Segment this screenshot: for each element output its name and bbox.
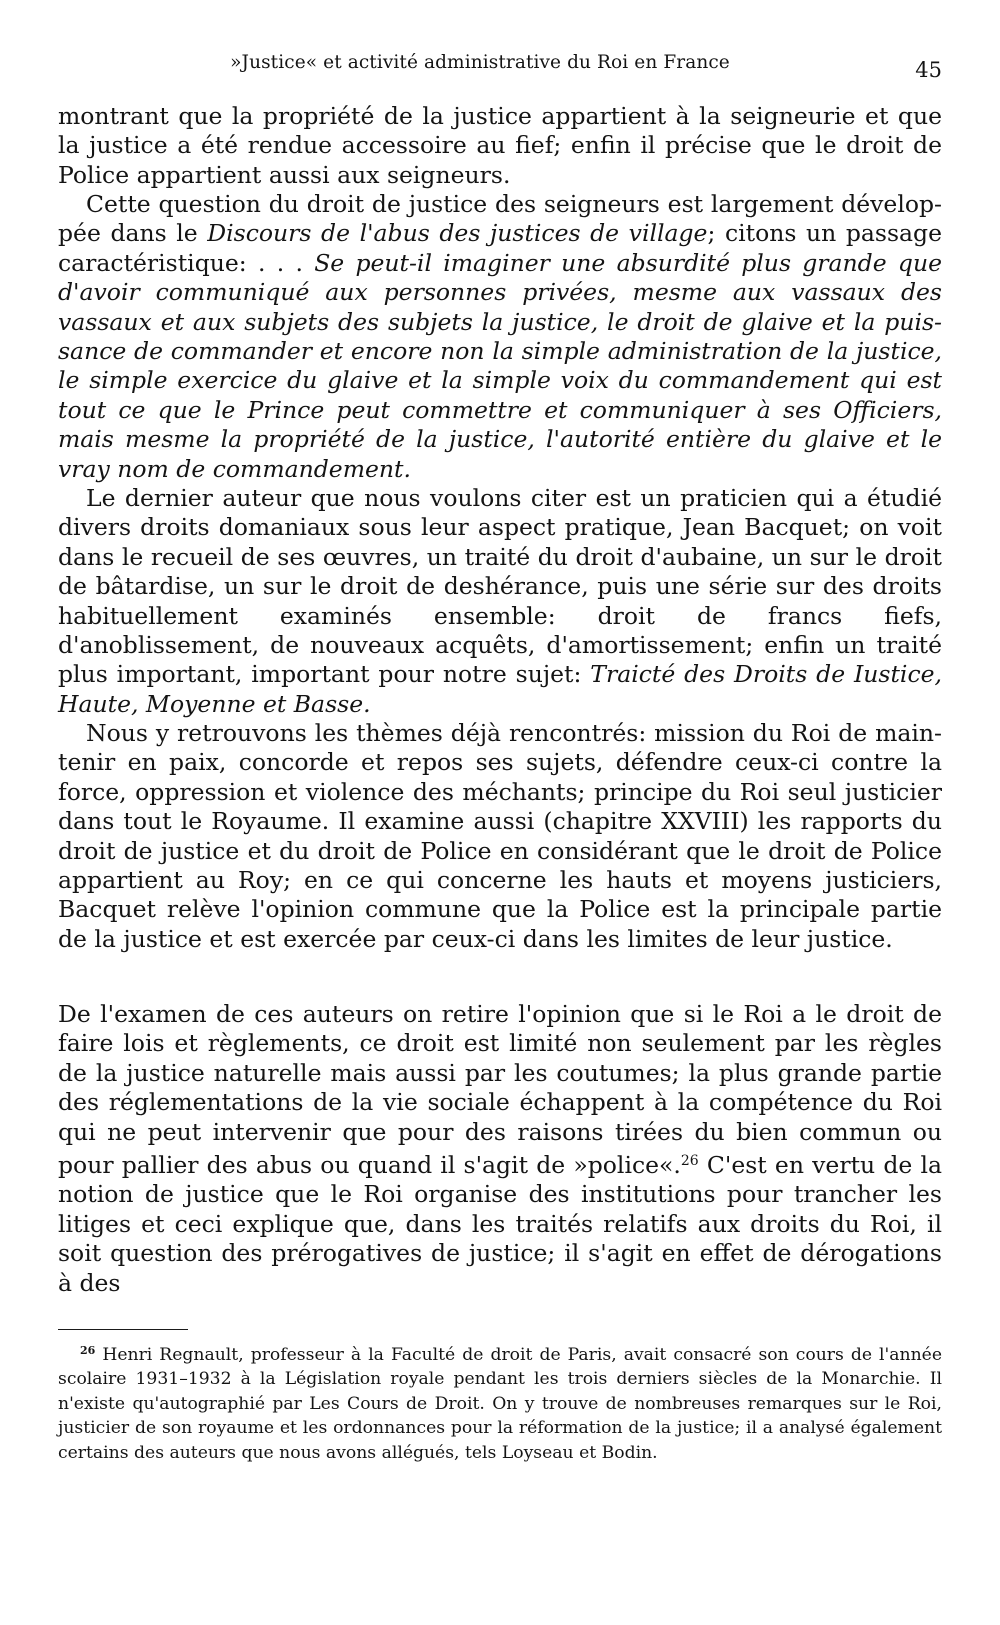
italic-run: Discours de l'abus des justices de village [207, 219, 708, 248]
body-paragraph [58, 484, 942, 719]
text-run: montrant que la propriété de la justice appartient à la seigneurie et que la justice a été rendue accessoire au fief; enfin il précise que le droit de Police appartient aussi aux seigneurs. [58, 102, 942, 189]
page-number: 45 [915, 58, 942, 82]
text-run: Nous y retrouvons les thèmes déjà rencontrés: mission du Roi de maintenir en paix, concorde et repos ses sujets, défendre ceux-ci contre la force, oppression et violence des méchants; principe du Roi seul justicier dans tout le Royaume. Il examine aussi (chapitre XXVIII) les rapports du droit de justice et du droit de Police en considérant que le droit de Police appartient au Roy; en ce qui concerne les hauts et moyens justiciers, Bacquet relève l'opinion commune que la Police est la principale partie de la justice et est exercée par ceux-ci dans les limites de leur justice. [58, 719, 942, 953]
body-paragraph [58, 1000, 942, 1298]
body-paragraph [58, 719, 942, 954]
footnote-text: Henri Regnault, professeur à la Faculté de droit de Paris, avait consacré son cours de l'année scolaire 1931–1932 à la Législation royale pendant les trois derniers siècles de la Monarchie. Il n'existe qu'autographié par Les Cours de Droit. On y trouve de nombreuses remarques sur le Roi, justicier de son royaume et les ordonnances pour la réformation de la justice; il a analysé également certains des auteurs que nous avons allégués, tels Loyseau et Bodin. [58, 1345, 942, 1463]
running-head [58, 48, 942, 88]
text-run: Cette question du droit de justice des seigneurs est largement développée dans le [58, 190, 942, 248]
text-run: ; citons un passage caractéristique: . . . [58, 219, 942, 277]
body-paragraph [58, 102, 942, 190]
text-run: De l'examen de ces auteurs on retire l'opinion que si le Roi a le droit de faire lois et règlements, ce droit est limité non seulement par les règles de la justice naturelle mais aussi par les coutumes; la plus grande partie des réglementations de la vie sociale échappent à la compétence du Roi qui ne peut intervenir que pour des raisons tirées du bien commun ou pour pallier des abus ou quand il s'agit de »police«. [58, 1000, 942, 1180]
footnote-mark: 26 [80, 1344, 96, 1357]
italic-run: Traicté des Droits de Iustice, Haute, Moyenne et Basse. [58, 660, 942, 718]
running-head-title: »Justice« et activité administrative du Roi en France [230, 52, 730, 73]
italic-run: Se peut-il imaginer une absurdité plus grande que d'avoir communiqué aux personnes privées, mesme aux vassaux des vassaux et aux subjets des subjets la justice, le droit de glaive et la puissance de commander et encore non la simple administration de la justice, le simple exercice du glaive et la simple voix du commandement qui est tout ce que le Prince peut commettre et communiquer à ses Officiers, mais mesme la propriété de la justice, l'autorité entière du glaive et le vray nom de commandement. [58, 248, 942, 483]
footnote-reference: 26 [680, 1153, 699, 1170]
footnote [58, 1339, 942, 1465]
text-run: C'est en vertu de la notion de justice que le Roi organise des institutions pour trancher les litiges et ceci explique que, dans les traités relatifs aux droits du Roi, il soit question des prérogatives de justice; il s'agit en effet de dérogations à des [58, 1151, 942, 1297]
text-run: Le dernier auteur que nous voulons citer est un praticien qui a étudié divers droits domaniaux sous leur aspect pratique, Jean Bacquet; on voit dans le recueil de ses œuvres, un traité du droit d'aubaine, un sur le droit de bâtardise, un sur le droit de deshérance, puis une série sur des droits habituellement examinés ensemble: droit de francs fiefs, d'anoblissement, de nouveaux acquêts, d'amortissement; enfin un traité plus important, important pour notre sujet: [58, 484, 942, 689]
body-paragraph [58, 190, 942, 484]
footnote-divider [58, 1329, 188, 1330]
